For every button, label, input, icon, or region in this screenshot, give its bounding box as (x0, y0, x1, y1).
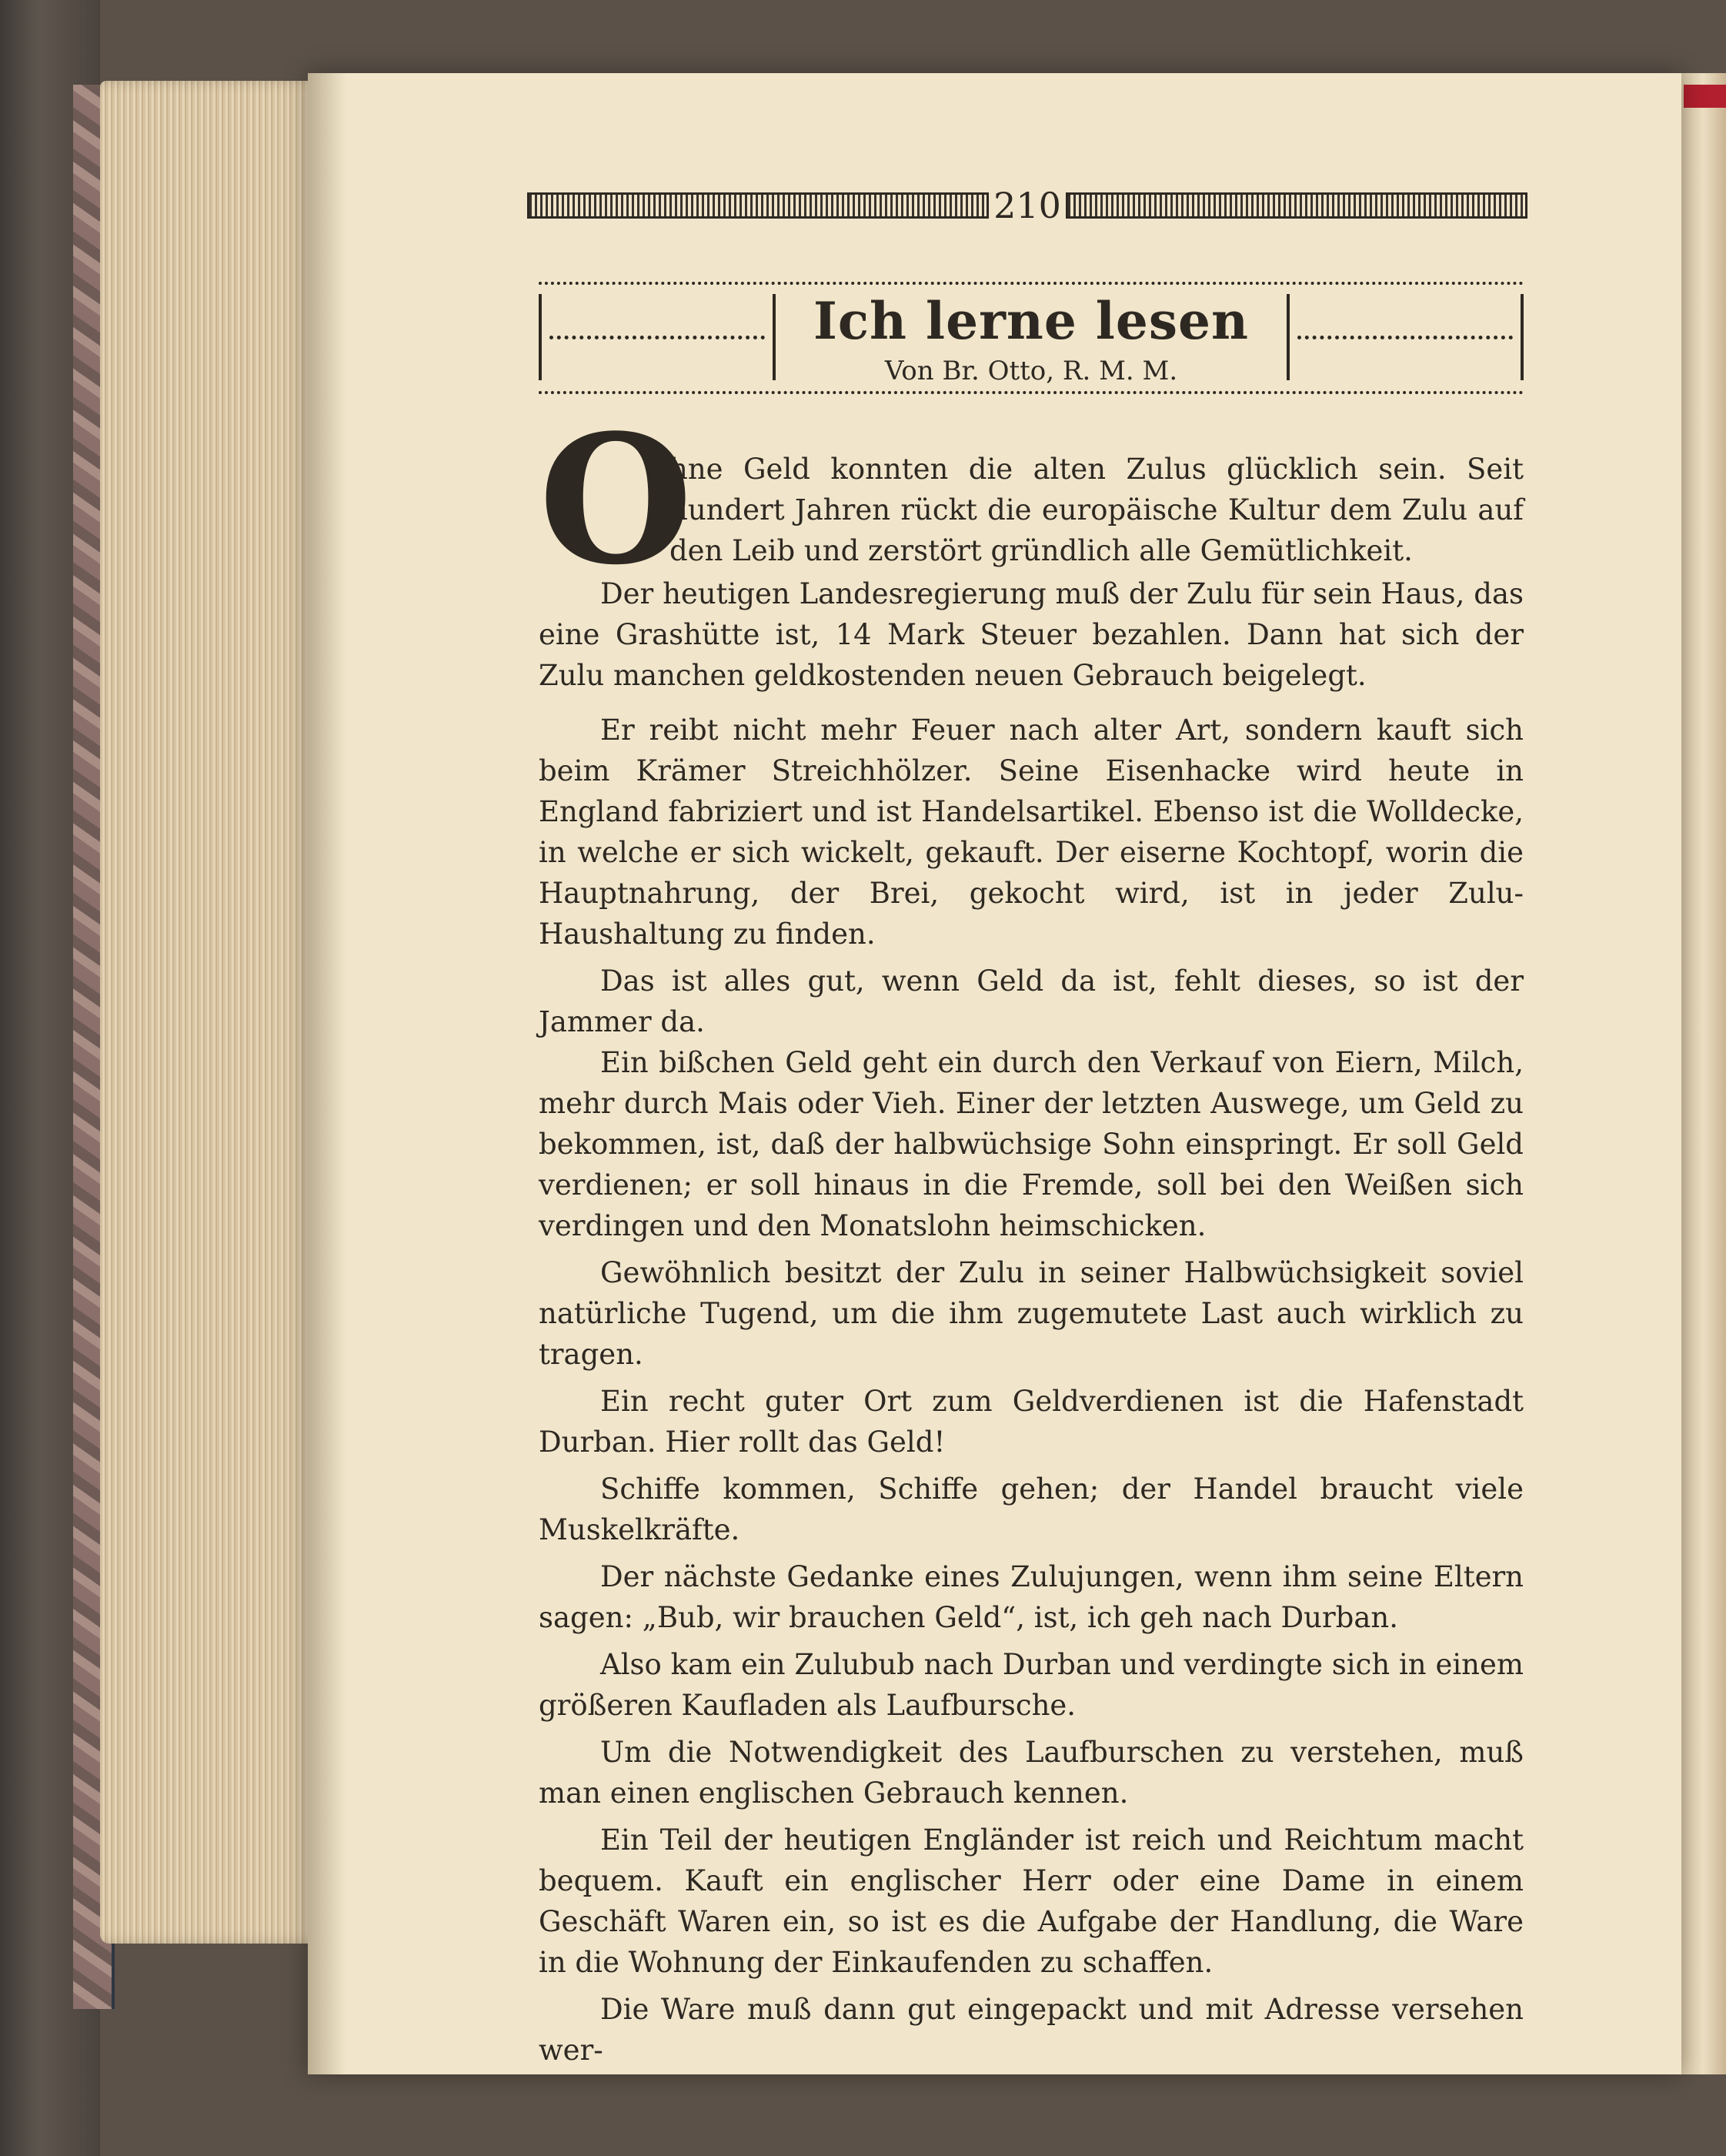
drop-cap: O (539, 396, 693, 604)
page-stack-edges (100, 81, 335, 1944)
ornament-bar-right (1066, 192, 1527, 219)
paragraph: Also kam ein Zulubub nach Durban und verdingte sich in einem größeren Kaufladen als Laufbursche. (539, 1648, 1524, 1722)
paragraph: Ein recht guter Ort zum Geldverdienen ist die Hafenstadt Durban. Hier rollt das Geld! (539, 1385, 1524, 1459)
first-paragraph: hne Geld konnten die alten Zulus glücklich sein. Seit hundert Jahren rückt die europäische Kultur dem Zulu auf den Leib und zerstört gründlich alle Gemütlichkeit. (669, 453, 1524, 567)
paragraph: Der nächste Gedanke eines Zulujungen, wenn ihm seine Eltern sagen: „Bub, wir brauchen Geld“, ist, ich geh nach Durban. (539, 1560, 1524, 1634)
title-frame (539, 276, 1524, 406)
paragraph: Ein bißchen Geld geht ein durch den Verkauf von Eiern, Milch, mehr durch Mais oder Vieh. Einer der letzten Auswege, um Geld zu bekommen, ist, daß der halbwüchsige Sohn einspringt. Er soll Geld verdienen; er soll hinaus in die Fremde, soll bei den Weißen sich verdingen und den Monatslohn heimschicken. (539, 1046, 1524, 1242)
paragraph: Schiffe kommen, Schiffe gehen; der Handel braucht viele Muskelkräfte. (539, 1472, 1524, 1546)
gutter-shadow (308, 73, 346, 2074)
paragraph: Ein Teil der heutigen Engländer ist reich und Reichtum macht bequem. Kauft ein englischer Herr oder eine Dame in einem Geschäft Waren ein, so ist es die Aufgabe der Handlung, die Ware in die Wohnung der Einkaufenden zu schaffen. (539, 1823, 1524, 1979)
paragraph: Um die Notwendigkeit des Laufburschen zu verstehen, muß man einen englischen Gebrauch kennen. (539, 1736, 1524, 1810)
ornament-bar-left (527, 192, 989, 219)
red-ribbon-bookmark (1684, 85, 1726, 108)
paragraph: Gewöhnlich besitzt der Zulu in seiner Halbwüchsigkeit soviel natürliche Tugend, um die ihm zugemutete Last auch wirklich zu tragen. (539, 1256, 1524, 1371)
page-number: 210 (993, 185, 1061, 226)
article-title: Ich lerne lesen (813, 291, 1249, 351)
paragraph: Er reibt nicht mehr Feuer nach alter Art, sondern kauft sich beim Krämer Streichhölzer. Seine Eisenhacke wird heute in England fabriziert und ist Handelsartikel. Ebenso ist die Wolldecke, in welche er sich wickelt, gekauft. Der eiserne Kochtopf, worin die Hauptnahrung, der Brei, gekocht wird, ist in jeder Zulu-Haushaltung zu finden. (539, 714, 1524, 951)
right-page-edge (1680, 73, 1726, 2074)
paragraph: Das ist alles gut, wenn Geld da ist, fehlt dieses, so ist der Jammer da. (539, 964, 1524, 1038)
article-author: Von Br. Otto, R. M. M. (884, 356, 1178, 386)
paragraph: Die Ware muß dann gut eingepackt und mit Adresse versehen wer- (539, 1993, 1524, 2067)
paragraph: Der heutigen Landesregierung muß der Zulu für sein Haus, das eine Grashütte ist, 14 Mark Steuer bezahlen. Dann hat sich der Zulu manchen geldkostenden neuen Gebrauch beigelegt. (539, 577, 1524, 692)
body-text (539, 573, 1524, 2071)
ornament-box-left (539, 294, 776, 380)
page-header (527, 185, 1527, 228)
ornament-box-right (1287, 294, 1524, 380)
